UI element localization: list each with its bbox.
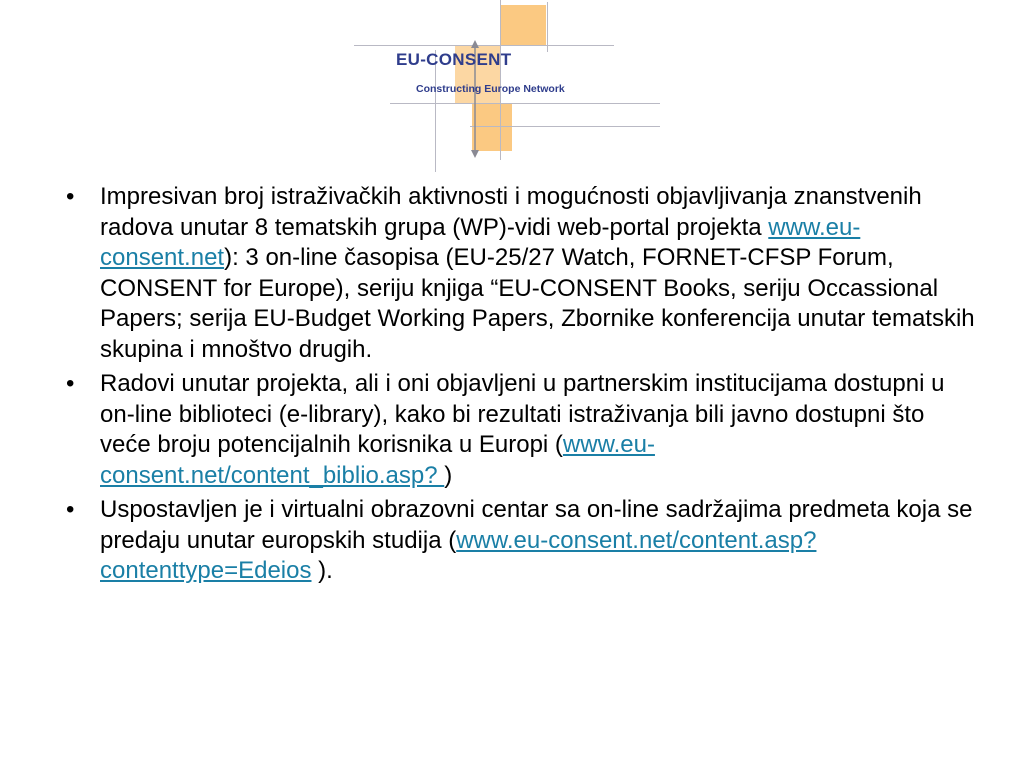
bullet-item	[66, 182, 976, 365]
slide-content	[66, 182, 976, 591]
bullet-text: Uspostavljen je i virtualni obrazovni centar sa on-line sadržajima predmeta koja se predaju unutar europskih studija (	[100, 496, 973, 554]
logo-grid-line	[500, 0, 501, 160]
logo-grid-line	[354, 45, 614, 46]
logo-title: EU-CONSENT	[396, 50, 512, 69]
logo-grid-line	[470, 126, 660, 127]
logo-square-top	[500, 5, 546, 45]
bullet-item	[66, 369, 976, 491]
eu-consent-logo	[350, 0, 670, 172]
logo-grid-line	[547, 2, 548, 52]
virtual-education-link[interactable]: www.eu-consent.net/content.asp?contenttype=Edeios	[100, 526, 817, 584]
logo-grid-line	[390, 103, 660, 104]
bullet-icon: •	[66, 370, 75, 397]
bullet-text: ).	[311, 557, 333, 584]
bullet-text: ): 3 on-line časopisa (EU-25/27 Watch, FORNET-CFSP Forum, CONSENT for Europe), seriju knjiga “EU-CONSENT Books, seriju Occassional Papers; serija EU-Budget Working Papers, Zbornike konferencija unutar tematskih skupina i mnoštvo drugih.	[100, 244, 975, 363]
bullet-icon: •	[66, 496, 75, 523]
e-library-link[interactable]: www.eu-consent.net/content_biblio.asp?	[100, 431, 655, 489]
logo-subtitle: Constructing Europe Network	[416, 83, 565, 95]
bullet-text: Radovi unutar projekta, ali i oni objavljeni u partnerskim institucijama dostupni u on-line biblioteci (e-library), kako bi rezultati istraživanja bili javno dostupni što veće broju potencijalnih korisnika u Europi (	[100, 370, 945, 458]
bullet-text: Impresivan broj istraživačkih aktivnosti i mogućnosti objavljivanja znanstvenih radova unutar 8 tematskih grupa (WP)-vidi web-portal projekta	[100, 183, 922, 241]
bullet-list	[66, 182, 976, 587]
bullet-item	[66, 495, 976, 587]
bullet-text: )	[444, 461, 453, 489]
web-portal-link[interactable]: www.eu-consent.net	[100, 213, 861, 271]
bullet-icon: •	[66, 183, 75, 210]
